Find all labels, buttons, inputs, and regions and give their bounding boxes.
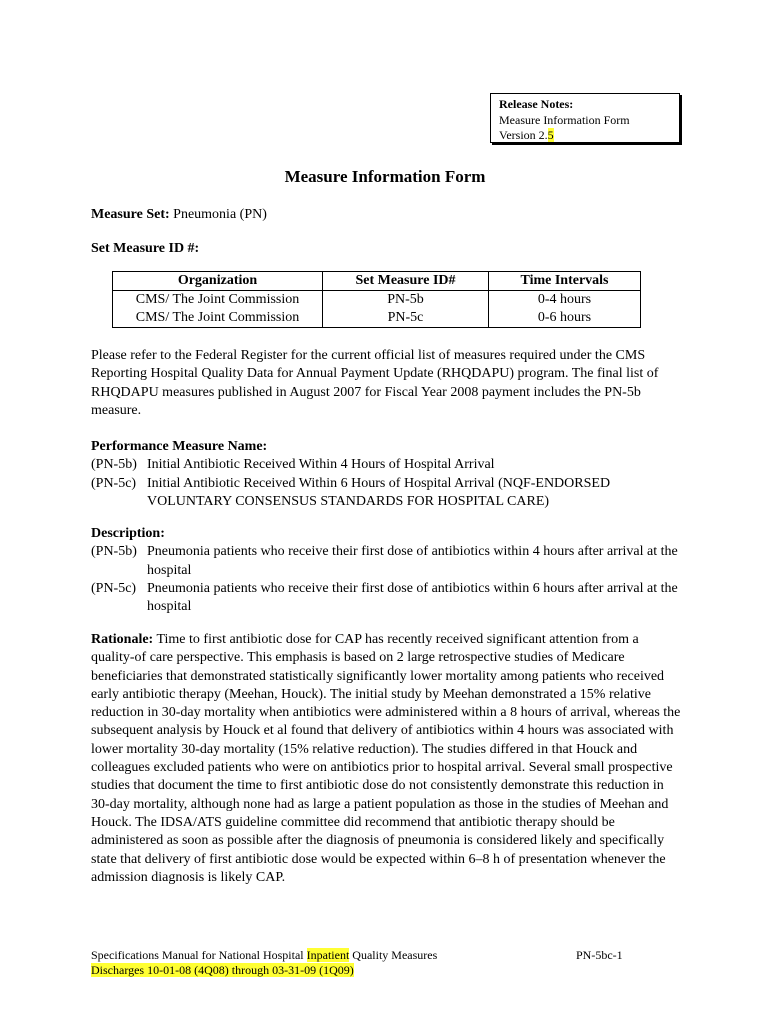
footer-suffix: Quality Measures [349, 948, 438, 962]
measure-code: (PN-5c) [91, 475, 137, 491]
federal-register-paragraph: Please refer to the Federal Register for the current official list of measures required under the CMS Reporting Hospital Quality Data for Annual Payment Update (RHQDAPU) program. The final list of RHQDAPU measures published in August 2007 for Fiscal Year 2008 payment includes the PN-5b measure. [91, 348, 659, 418]
version-prefix: Version 2. [499, 128, 548, 142]
table-cell: PN-5c [323, 309, 489, 328]
list-item [91, 543, 691, 580]
table-header: Organization [113, 272, 323, 291]
measure-code: (PN-5b) [91, 457, 137, 473]
list-item [91, 456, 691, 474]
rationale-label: Rationale: [91, 632, 154, 647]
table-header: Time Intervals [489, 272, 641, 291]
release-notes-version [499, 128, 679, 144]
list-item [91, 475, 691, 512]
measure-set [91, 206, 691, 224]
release-notes-title: Release Notes: [499, 97, 574, 111]
page-number: PN-5bc-1 [576, 948, 623, 962]
table-cell: CMS/ The Joint Commission [113, 291, 323, 310]
description-section [91, 525, 691, 616]
performance-measure-label: Performance Measure Name: [91, 439, 268, 454]
rationale-section [91, 631, 681, 887]
measure-id-table [112, 271, 641, 328]
set-measure-id-label: Set Measure ID #: [91, 241, 200, 256]
page-footer [91, 948, 437, 978]
description-text: Pneumonia patients who receive their first dose of antibiotics within 4 hours after arrival at the hospital [147, 544, 678, 578]
table-cell: CMS/ The Joint Commission [113, 309, 323, 328]
measure-name: Initial Antibiotic Received Within 6 Hours of Hospital Arrival (NQF-ENDORSED VOLUNTARY CONSENSUS STANDARDS FOR HOSPITAL CARE) [147, 475, 611, 509]
page-title: Measure Information Form [284, 167, 486, 186]
table-row [113, 309, 641, 328]
performance-measure-section [91, 438, 691, 511]
table-header: Set Measure ID# [323, 272, 489, 291]
description-text: Pneumonia patients who receive their first dose of antibiotics within 6 hours after arrival at the hospital [147, 580, 678, 615]
list-item [91, 580, 691, 617]
table-header-row [113, 272, 641, 291]
footer-prefix: Specifications Manual for National Hospital [91, 948, 307, 962]
table-cell: 0-6 hours [489, 309, 641, 328]
table-cell: 0-4 hours [489, 291, 641, 310]
table-row [113, 291, 641, 310]
measure-set-value: Pneumonia (PN) [169, 207, 267, 222]
rationale-text: Time to first antibiotic dose for CAP has recently received significant attention from a quality-of care perspective. This emphasis is based on 2 large retrospective studies of Medicare beneficiaries that demonstrated statistically significantly lower mortality among patients who received early antibiotic therapy (Meehan, Houck). The initial study by Meehan demonstrated a 15% relative reduction in 30-day mortality when antibiotics were administered within a 8 hours of arrival, whereas the subsequent analysis by Houck et al found that delivery of antibiotics within 4 hours was associated with lower mortality 30-day mortality (15% relative reduction). The studies differed in that Houck and colleagues excluded patients who were on antibiotics prior to hospital arrival. Several small prospective studies that document the time to first antibiotic dose do not consistently demonstrate this reduction in 30-day mortality, although none had as large a patient population as those in the studies of Meehan and Houck. The IDSA/ATS guideline committee did recommend that antibiotic therapy should be administered as soon as possible after the diagnosis of pneumonia is considered likely and specifically state that delivery of first antibiotic dose would be expected within 6–8 h of presentation whenever the admission diagnosis is likely CAP. [91, 632, 681, 885]
footer-line-1 [91, 948, 437, 963]
footer-line-2 [91, 963, 437, 978]
table-cell: PN-5b [323, 291, 489, 310]
release-notes-form-name: Measure Information Form [499, 112, 630, 127]
measure-set-label: Measure Set: [91, 207, 170, 222]
measure-code: (PN-5c) [91, 580, 137, 596]
version-suffix: 5 [547, 128, 554, 142]
footer-discharges: Discharges 10-01-08 (4Q08) through 03-31-09 (1Q09) [91, 963, 354, 977]
measure-code: (PN-5b) [91, 544, 137, 560]
footer-highlight: Inpatient [306, 948, 350, 962]
measure-name: Initial Antibiotic Received Within 4 Hours of Hospital Arrival [147, 457, 495, 473]
release-notes-box [490, 93, 680, 143]
description-label: Description: [91, 526, 165, 541]
